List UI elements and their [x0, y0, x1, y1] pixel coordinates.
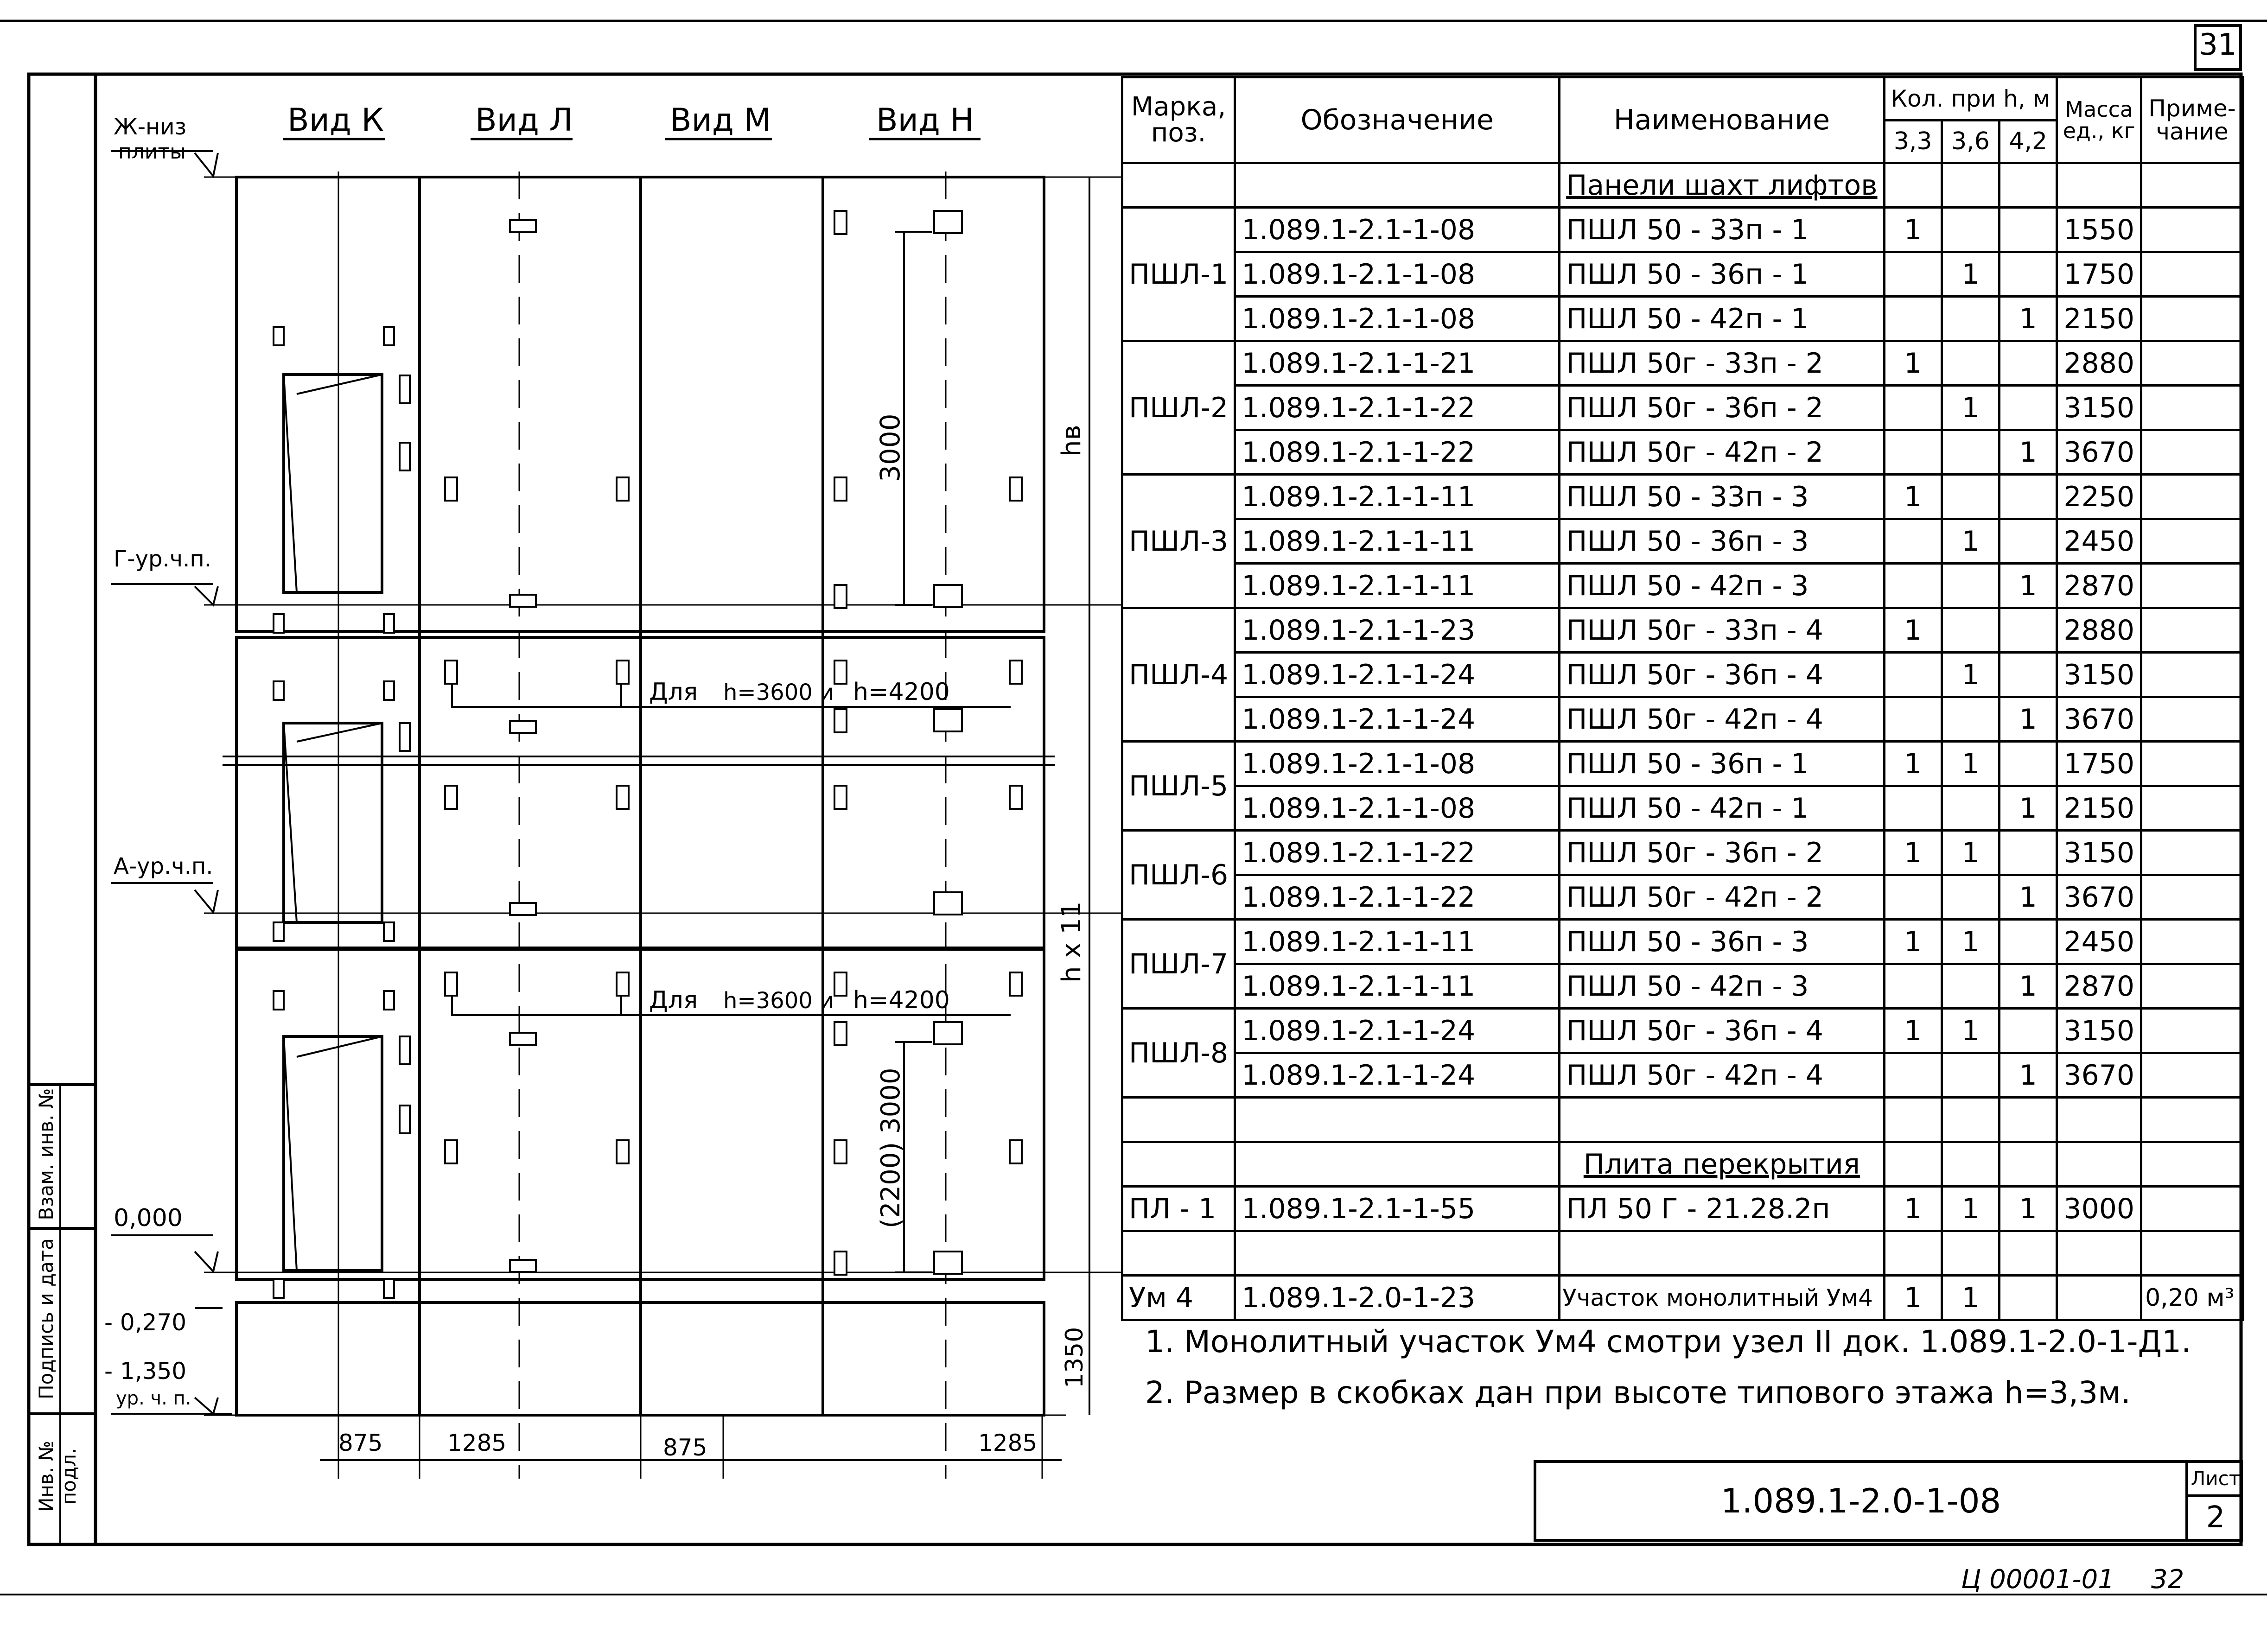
row-note: [2141, 964, 2243, 1009]
row-q42: [2000, 653, 2057, 697]
note-for-h-5: h=3600 и: [723, 988, 834, 1014]
header-q42: 4,2: [2000, 120, 2057, 163]
row-q42: [2000, 831, 2057, 875]
row-mass: 1750: [2057, 252, 2141, 297]
table-row: [1122, 964, 2243, 1009]
row-q42: 1: [2000, 697, 2057, 742]
row-q36: 1: [1942, 831, 1999, 875]
dim-875-a: 875: [338, 1430, 383, 1456]
row-q42: [2000, 386, 2057, 430]
row-mass: 2150: [2057, 297, 2141, 341]
table-row: [1122, 163, 2243, 208]
table-row: [1122, 831, 2243, 875]
row-mass: 2870: [2057, 564, 2141, 608]
row-q36: 1: [1942, 920, 1999, 964]
row-mass: 1550: [2057, 208, 2141, 252]
row-name: ПШЛ 50 - 33п - 1: [1560, 208, 1884, 252]
um-q33: 1: [1884, 1276, 1942, 1320]
group-mark: ПШЛ-7: [1122, 920, 1235, 1009]
row-name: ПШЛ 50г - 33п - 2: [1560, 341, 1884, 386]
row-q36: 1: [1942, 386, 1999, 430]
row-name: ПШЛ 50 - 42п - 1: [1560, 786, 1884, 831]
level-zero: 0,000: [114, 1204, 183, 1232]
level-a: А-ур.ч.п.: [114, 853, 213, 879]
note-for-h-1: Для: [649, 678, 698, 706]
archive-code: Ц 00001-01: [1961, 1564, 2114, 1595]
table-row: [1122, 519, 2243, 564]
row-mass: 2880: [2057, 341, 2141, 386]
note-for-h-4: Для: [649, 986, 698, 1014]
row-name: ПШЛ 50 - 36п - 1: [1560, 252, 1884, 297]
row-q42: 1: [2000, 564, 2057, 608]
row-q42: 1: [2000, 964, 2057, 1009]
inv-podl-label: Инв. № подл.: [35, 1441, 80, 1512]
row-designation: 1.089.1-2.1-1-22: [1235, 430, 1560, 475]
header-qty: Кол. при h, м: [1884, 77, 2057, 121]
row-q33: [1884, 564, 1942, 608]
table-row: [1122, 341, 2243, 386]
sheet-cell: [2185, 1463, 2243, 1539]
row-q33: 1: [1884, 920, 1942, 964]
row-q42: [2000, 252, 2057, 297]
row-designation: 1.089.1-2.1-1-24: [1235, 653, 1560, 697]
row-q36: [1942, 1053, 1999, 1098]
table-row: [1122, 297, 2243, 341]
row-designation: 1.089.1-2.1-1-24: [1235, 1009, 1560, 1053]
row-mass: 3150: [2057, 831, 2141, 875]
row-designation: 1.089.1-2.1-1-22: [1235, 386, 1560, 430]
table-row: [1122, 1053, 2243, 1098]
row-designation: 1.089.1-2.1-1-24: [1235, 1053, 1560, 1098]
row-q42: [2000, 519, 2057, 564]
view-l-title: Вид Л: [475, 102, 573, 139]
row-name: ПШЛ 50 - 36п - 3: [1560, 920, 1884, 964]
row-q33: 1: [1884, 831, 1942, 875]
vzam-inv-label: Взам. инв. №: [35, 1088, 57, 1220]
slab-note: [2141, 1187, 2243, 1231]
row-q33: 1: [1884, 208, 1942, 252]
table-row: [1122, 920, 2243, 964]
row-mass: 2450: [2057, 920, 2141, 964]
dim-3000: 3000: [874, 413, 906, 482]
row-mass: 3670: [2057, 697, 2141, 742]
row-note: [2141, 697, 2243, 742]
row-q36: 1: [1942, 519, 1999, 564]
view-m-title: Вид М: [670, 102, 771, 139]
view-n-title: Вид Н: [876, 102, 974, 139]
um-q42: [2000, 1276, 2057, 1320]
table-row: [1122, 786, 2243, 831]
row-q36: [1942, 208, 1999, 252]
row-q33: 1: [1884, 1009, 1942, 1053]
row-q33: [1884, 252, 1942, 297]
row-q42: 1: [2000, 297, 2057, 341]
dim-1350: 1350: [1061, 1327, 1089, 1388]
table-row: [1122, 1231, 2243, 1276]
row-name: ПШЛ 50 - 36п - 1: [1560, 742, 1884, 786]
row-note: [2141, 653, 2243, 697]
level-minus-1350: - 1,350: [104, 1358, 187, 1385]
row-mass: 3150: [2057, 1009, 2141, 1053]
row-q42: 1: [2000, 786, 2057, 831]
level-ur-ch-p: ур. ч. п.: [116, 1388, 191, 1409]
row-q36: [1942, 430, 1999, 475]
row-q33: 1: [1884, 341, 1942, 386]
group-mark: ПШЛ-4: [1122, 608, 1235, 742]
row-note: [2141, 475, 2243, 519]
row-name: ПШЛ 50г - 36п - 4: [1560, 1009, 1884, 1053]
dim-875-b: 875: [663, 1434, 707, 1461]
table-row: [1122, 430, 2243, 475]
row-note: [2141, 1009, 2243, 1053]
row-designation: 1.089.1-2.1-1-22: [1235, 831, 1560, 875]
elevation-drawing: [0, 0, 1122, 1530]
row-mass: 1750: [2057, 742, 2141, 786]
row-mass: 3670: [2057, 1053, 2141, 1098]
section-panels-title: Панели шахт лифтов: [1560, 163, 1884, 208]
group-mark: ПШЛ-5: [1122, 742, 1235, 831]
sheet-label: Лист: [2188, 1463, 2243, 1497]
row-note: [2141, 608, 2243, 653]
row-name: ПШЛ 50г - 42п - 2: [1560, 430, 1884, 475]
row-q42: 1: [2000, 1053, 2057, 1098]
um-designation: 1.089.1-2.0-1-23: [1235, 1276, 1560, 1320]
row-mass: 2880: [2057, 608, 2141, 653]
um-mark: Ум 4: [1122, 1276, 1235, 1320]
header-mark: Марка, поз.: [1122, 77, 1235, 163]
podpis-data-label: Подпись и дата: [35, 1238, 57, 1399]
row-mass: 3150: [2057, 386, 2141, 430]
row-name: ПШЛ 50 - 33п - 3: [1560, 475, 1884, 519]
row-mass: 2450: [2057, 519, 2141, 564]
um-q36: 1: [1942, 1276, 1999, 1320]
archive-page: 32: [2151, 1564, 2184, 1595]
table-row: [1122, 386, 2243, 430]
row-q42: [2000, 742, 2057, 786]
table-row: [1122, 252, 2243, 297]
row-q33: [1884, 519, 1942, 564]
row-note: [2141, 341, 2243, 386]
row-designation: 1.089.1-2.1-1-11: [1235, 519, 1560, 564]
row-mass: 3670: [2057, 875, 2141, 920]
row-q33: [1884, 653, 1942, 697]
row-q33: 1: [1884, 742, 1942, 786]
group-mark: ПШЛ-6: [1122, 831, 1235, 920]
row-q33: [1884, 430, 1942, 475]
notes-block: [1145, 1316, 2191, 1418]
row-q42: [2000, 208, 2057, 252]
group-mark: ПШЛ-3: [1122, 475, 1235, 608]
dim-1285-b: 1285: [978, 1430, 1038, 1456]
level-zh-niz-2: плиты: [118, 140, 186, 164]
slab-name: ПЛ 50 Г - 21.28.2п: [1560, 1187, 1884, 1231]
row-name: ПШЛ 50г - 42п - 4: [1560, 1053, 1884, 1098]
row-q36: 1: [1942, 252, 1999, 297]
group-mark: ПШЛ-8: [1122, 1009, 1235, 1098]
embedded-parts: [274, 211, 1022, 1298]
note-for-h-2: h=3600 и: [723, 680, 834, 705]
row-designation: 1.089.1-2.1-1-08: [1235, 252, 1560, 297]
table-row: [1122, 1098, 2243, 1142]
row-q36: 1: [1942, 653, 1999, 697]
row-note: [2141, 386, 2243, 430]
slab-q36: 1: [1942, 1187, 1999, 1231]
row-q33: [1884, 297, 1942, 341]
row-name: ПШЛ 50 - 42п - 1: [1560, 297, 1884, 341]
row-q33: 1: [1884, 475, 1942, 519]
row-q33: [1884, 786, 1942, 831]
row-note: [2141, 875, 2243, 920]
dim-h-x-11: h x 11: [1057, 901, 1087, 983]
row-designation: 1.089.1-2.1-1-11: [1235, 964, 1560, 1009]
group-mark: ПШЛ-2: [1122, 341, 1235, 475]
row-name: ПШЛ 50г - 33п - 4: [1560, 608, 1884, 653]
table-row: [1122, 475, 2243, 519]
row-q42: [2000, 1009, 2057, 1053]
table-row: [1122, 1009, 2243, 1053]
row-name: ПШЛ 50 - 36п - 3: [1560, 519, 1884, 564]
row-designation: 1.089.1-2.1-1-08: [1235, 742, 1560, 786]
level-zh-niz-1: Ж-низ: [114, 114, 187, 140]
row-q42: 1: [2000, 875, 2057, 920]
header-mass: Масса ед., кг: [2057, 77, 2141, 163]
note-for-h-3: h=4200: [853, 678, 950, 706]
row-mass: 3150: [2057, 653, 2141, 697]
doc-code: 1.089.1-2.0-1-08: [1720, 1481, 2001, 1520]
row-note: [2141, 297, 2243, 341]
row-designation: 1.089.1-2.1-1-08: [1235, 786, 1560, 831]
row-mass: 2250: [2057, 475, 2141, 519]
row-designation: 1.089.1-2.1-1-21: [1235, 341, 1560, 386]
slab-mark: ПЛ - 1: [1122, 1187, 1235, 1231]
slab-mass: 3000: [2057, 1187, 2141, 1231]
row-name: ПШЛ 50 - 42п - 3: [1560, 964, 1884, 1009]
title-stamp: [1534, 1460, 2243, 1542]
header-q36: 3,6: [1942, 120, 1999, 163]
note-1: 1. Монолитный участок Ум4 смотри узел II док. 1.089.1-2.0-1-Д1.: [1145, 1324, 2191, 1360]
table-row: [1122, 608, 2243, 653]
row-mass: 3670: [2057, 430, 2141, 475]
row-note: [2141, 786, 2243, 831]
row-q36: [1942, 608, 1999, 653]
table-row: [1122, 1142, 2243, 1187]
row-q33: [1884, 1053, 1942, 1098]
row-q36: [1942, 786, 1999, 831]
table-header-row: [1122, 77, 2243, 121]
row-q36: [1942, 964, 1999, 1009]
row-note: [2141, 742, 2243, 786]
row-q36: [1942, 297, 1999, 341]
slab-q33: 1: [1884, 1187, 1942, 1231]
header-note: Приме- чание: [2141, 77, 2243, 163]
row-designation: 1.089.1-2.1-1-11: [1235, 475, 1560, 519]
row-note: [2141, 430, 2243, 475]
row-q36: [1942, 875, 1999, 920]
row-q36: [1942, 697, 1999, 742]
row-designation: 1.089.1-2.1-1-11: [1235, 564, 1560, 608]
row-designation: 1.089.1-2.1-1-11: [1235, 920, 1560, 964]
row-name: ПШЛ 50г - 36п - 2: [1560, 386, 1884, 430]
row-note: [2141, 1053, 2243, 1098]
page-number-top: 31: [2199, 28, 2237, 62]
table-row: [1122, 875, 2243, 920]
section-slab-title: Плита перекрытия: [1560, 1142, 1884, 1187]
row-name: ПШЛ 50 - 42п - 3: [1560, 564, 1884, 608]
note-2: 2. Размер в скобках дан при высоте типового этажа h=3,3м.: [1145, 1375, 2131, 1411]
header-q33: 3,3: [1884, 120, 1942, 163]
row-q42: [2000, 341, 2057, 386]
specification-table: [1121, 76, 2244, 1321]
dim-hv: hв: [1057, 425, 1087, 457]
dim-1285-a: 1285: [447, 1430, 507, 1456]
row-q36: [1942, 564, 1999, 608]
row-q36: 1: [1942, 742, 1999, 786]
table-row: [1122, 1276, 2243, 1320]
row-q33: [1884, 875, 1942, 920]
um-name: Участок монолитный Ум4: [1560, 1276, 1884, 1320]
header-designation: Обозначение: [1235, 77, 1560, 163]
level-g: Г-ур.ч.п.: [114, 546, 211, 572]
row-q36: [1942, 475, 1999, 519]
um-mass: [2057, 1276, 2141, 1320]
row-name: ПШЛ 50г - 42п - 2: [1560, 875, 1884, 920]
row-q33: [1884, 964, 1942, 1009]
row-designation: 1.089.1-2.1-1-22: [1235, 875, 1560, 920]
view-k-title: Вид К: [287, 102, 384, 139]
row-note: [2141, 252, 2243, 297]
table-row: [1122, 1187, 2243, 1231]
row-q42: 1: [2000, 430, 2057, 475]
row-designation: 1.089.1-2.1-1-08: [1235, 208, 1560, 252]
row-designation: 1.089.1-2.1-1-08: [1235, 297, 1560, 341]
sheet-number: 2: [2206, 1500, 2225, 1535]
row-q42: [2000, 608, 2057, 653]
row-q33: [1884, 697, 1942, 742]
um-note: 0,20 м³: [2141, 1276, 2243, 1320]
level-minus-0270: - 0,270: [104, 1309, 187, 1336]
group-mark: ПШЛ-1: [1122, 208, 1235, 341]
row-note: [2141, 564, 2243, 608]
row-note: [2141, 519, 2243, 564]
row-name: ПШЛ 50г - 42п - 4: [1560, 697, 1884, 742]
table-row: [1122, 564, 2243, 608]
row-q36: [1942, 341, 1999, 386]
row-note: [2141, 208, 2243, 252]
panel-groups: [1122, 208, 2243, 1098]
slab-q42: 1: [2000, 1187, 2057, 1231]
row-q33: 1: [1884, 608, 1942, 653]
table-row: [1122, 697, 2243, 742]
row-name: ПШЛ 50г - 36п - 2: [1560, 831, 1884, 875]
row-designation: 1.089.1-2.1-1-24: [1235, 697, 1560, 742]
row-name: ПШЛ 50г - 36п - 4: [1560, 653, 1884, 697]
table-row: [1122, 208, 2243, 252]
row-q42: [2000, 475, 2057, 519]
row-q42: [2000, 920, 2057, 964]
table-row: [1122, 653, 2243, 697]
row-designation: 1.089.1-2.1-1-23: [1235, 608, 1560, 653]
note-for-h-6: h=4200: [853, 986, 950, 1014]
row-mass: 2870: [2057, 964, 2141, 1009]
dim-2200-3000: (2200) 3000: [876, 1067, 906, 1228]
header-name: Наименование: [1560, 77, 1884, 163]
table-row: [1122, 742, 2243, 786]
row-note: [2141, 831, 2243, 875]
row-mass: 2150: [2057, 786, 2141, 831]
row-q33: [1884, 386, 1942, 430]
row-q36: 1: [1942, 1009, 1999, 1053]
row-note: [2141, 920, 2243, 964]
slab-designation: 1.089.1-2.1-1-55: [1235, 1187, 1560, 1231]
